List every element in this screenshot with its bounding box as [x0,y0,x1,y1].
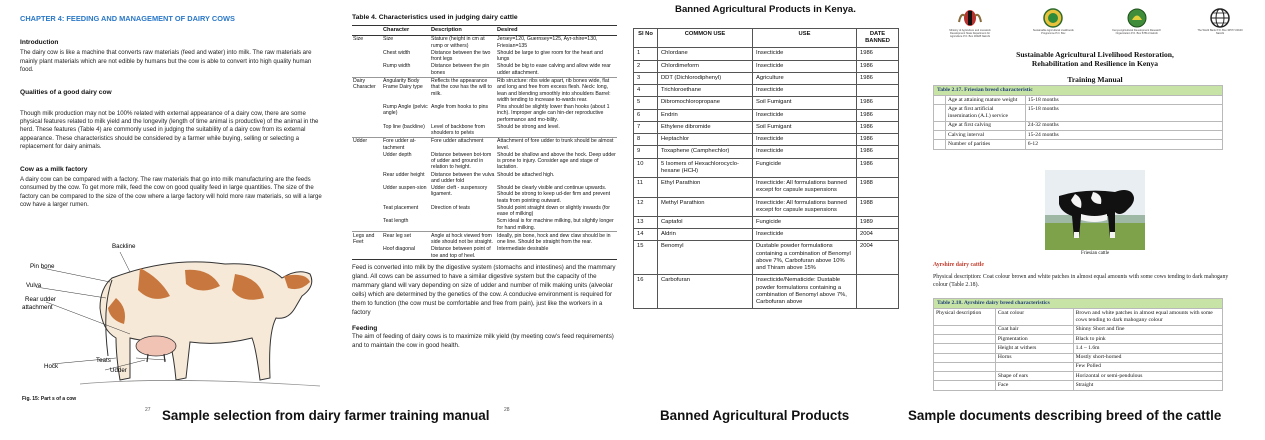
banned-header: COMMON USE [658,28,753,47]
banned-cell: Dustable powder formulations containing a combination of Benomyl above 7%, Carbofuran above 10% and Thiram above 15% [753,241,857,275]
banned-row [634,121,899,133]
logo-kalro [1112,8,1162,35]
table-cell: Stature (height in cm at rump or withers) [430,36,496,50]
table-row [352,104,617,124]
table-cell: Distance between the vulva and udder fold [431,171,495,184]
banned-cell: Trichloroethane [658,85,753,97]
table-cell: Rear leg set [382,232,430,246]
caption-breed: Sample documents describing breed of the cattle [908,408,1222,423]
manual-page-left [0,0,345,413]
ayrshire-cell [934,325,996,334]
friesian-row [934,131,1223,140]
table-cell: Jersey=120, Guernsey=125, Ayr-shire=130, Friesian=135 [496,36,617,50]
banned-cell: Insecticide [753,109,857,121]
ayrshire-cell [934,344,996,353]
kenya-coat-of-arms-icon [957,8,983,28]
friesian-cell: 24-32 months [1025,121,1222,130]
banned-cell: 5 Isomers of Hexachlorocyclo-hexane (HCH) [658,158,753,177]
spacer-cell [934,105,946,122]
table-cell: Fore udder at-tachment [382,137,430,151]
banned-cell: Insecticide [753,134,857,146]
ayrshire-row [934,372,1223,381]
banned-cell: Toxaphene (Camphechlor) [658,146,753,158]
banned-cell: Fungicide [753,158,857,177]
table-cell: Attachment of fore udder to trunk should be almost level. [496,137,617,151]
table-row [352,246,617,259]
table-cell: Angle at hock viewed from side should not be straight. [430,232,496,246]
table-row [352,137,617,151]
banned-cell: Aldrin [658,229,753,241]
table-row [352,205,617,218]
table-cell: Distance between bot-tom of udder and ground in relation to height. [431,151,492,171]
ayrshire-cell [934,362,996,371]
table-cell: Teat length [383,218,409,225]
ayrshire-cell: Horizontal or semi-pendulous [1073,372,1222,381]
table-row [352,123,617,137]
ayrshire-cell: Face [995,381,1073,390]
banned-cell: Insecticide [753,229,857,241]
ayrshire-cell: Shinny Short and fine [1073,325,1222,334]
ayrshire-cell: Pigmentation [995,335,1073,344]
qualities-heading: Qualities of a good dairy cow [20,88,112,96]
table-cell: Ideally, pin bone, hock and dew claw should be in one line. Should be straight from the rear. [496,232,617,246]
logo-row [945,8,1245,48]
label-udder: Udder [110,367,127,374]
factory-text: A dairy cow can be compared with a factory. The raw materials that go into milk manufacturing are the feeds consumed by the cow. To get more milk, feed the cow on good quality feed in large quantities. The size of the factory can be compared to the size of the cow where a large factory will hold more raw materials, so will a large cow have a larger rumen. [20,175,322,208]
banned-cell: Agriculture [753,72,857,84]
cow-parts-figure [20,238,320,398]
friesian-cell: 15-24 months [1025,131,1222,140]
table-title: Table 4. Characteristics used in judging dairy cattle [352,14,518,21]
banned-cell: 13 [634,216,658,228]
programme-seal-icon [1042,8,1064,28]
table-cell: Size [382,36,430,50]
table-cell [352,50,382,63]
intro-heading: Introduction [20,39,59,47]
table-cell: Legs and Feet [352,232,382,246]
table-cell [352,171,382,184]
banned-row [634,275,899,309]
banned-products-doc [630,0,900,405]
banned-cell: 1986 [857,109,899,121]
banned-row [634,72,899,84]
table-cell: Should be strong and level. [497,123,560,130]
table-cell: Angle from hooks to pins [431,104,489,111]
ayrshire-cell: Horns [995,353,1073,362]
banned-row [634,178,899,197]
table-header: Character [382,26,430,36]
table-row [352,77,617,104]
table-row [352,36,617,50]
banned-cell: Captafol [658,216,753,228]
table-cell: Udder cleft - suspensory ligament. [431,185,488,198]
banned-cell: 1 [634,48,658,60]
ayrshire-table-title: Table 2.18. Ayrshire dairy breed characteristics [934,299,1223,309]
label-teats: Teats [96,357,111,364]
ayrshire-cell: 1.4 – 1.6m [1073,344,1222,353]
project-title-line2: Rehabilitation and Resilience in Kenya [1031,59,1159,69]
friesian-cell: 15-18 months [1025,105,1222,122]
banned-cell: 3 [634,72,658,84]
spacer-cell [934,96,946,105]
ayrshire-cell [934,353,996,362]
ayrshire-cell [934,381,996,390]
logo-text: Kenya Agricultural Development Research Organization P.O. Box 57811 Nairobi [1112,29,1162,36]
friesian-cell: Age at attaining mature weight [945,96,1025,105]
table-cell [352,246,382,259]
banned-row [634,229,899,241]
banned-cell: 11 [634,178,658,197]
ayrshire-cell: Coat colour [995,309,1073,326]
table-cell: Size [352,36,382,50]
training-manual-title: Training Manual [1067,74,1123,84]
banned-cell: 2004 [857,241,899,275]
banned-header: USE [753,28,857,47]
table-cell: Should be clearly visible and continue upwards. Should be strong to keep ud-der firm and prevent teats from pointing outward. [497,185,611,204]
banned-cell: 1986 [857,97,899,109]
ayrshire-row [934,309,1223,326]
table-cell: Distance between point of toe and top of heel. [431,246,491,259]
banned-cell: Chlordimeform [658,60,753,72]
friesian-cell: Number of parities [945,140,1025,149]
page-number: 27 [145,407,151,413]
photo-caption: Friesian cattle [1081,251,1110,256]
banned-cell: Heptachlor [658,134,753,146]
banned-cell: Insecticide: All formulations banned except for capsule suspensions [753,197,857,216]
logo-salp [1028,8,1078,35]
banned-cell: 16 [634,275,658,309]
banned-cell: Insecticide [753,85,857,97]
banned-row [634,60,899,72]
friesian-row [934,140,1223,149]
ayrshire-cell: Height at withers [995,344,1073,353]
banned-cell: Fungicide [753,216,857,228]
friesian-row [934,96,1223,105]
table-cell: Udder suspen-sion [383,185,427,192]
table-row [352,218,617,232]
table-cell: Reflects the appearance that the cow has the will to milk. [430,77,496,104]
table-cell: Should be shallow and above the hock. Deep udder is prone to injury. Consider age and stage of lactation. [497,151,616,171]
table-cell: Fore udder attachment [430,137,496,151]
ayrshire-row [934,335,1223,344]
table-cell [352,205,382,218]
table-cell [352,218,382,232]
banned-cell: DDT (Dichlorodiphenyl) [658,72,753,84]
table-cell: Should be large to give room for the heart and lungs [497,49,603,63]
logo-world-bank [1195,8,1245,35]
banned-row [634,146,899,158]
breed-docs [925,0,1253,405]
table-cell: Distance between the pin bones [431,63,490,76]
banned-row [634,241,899,275]
table-cell [352,63,382,77]
ayrshire-row [934,381,1223,390]
table-row [352,185,617,205]
banned-row [634,85,899,97]
banned-cell [857,275,899,309]
ayrshire-cell [934,335,996,344]
banned-cell: Insecticide/Nematicide: Dustable powder formulations containing a combination of Benomyl above 7%, Carbofuran above [753,275,857,309]
project-title-line1: Sustainable Agricultural Livelihood Restoration, [1016,50,1174,59]
table-cell: Angularity Body Frame Dairy type [382,77,430,104]
label-hock: Hock [44,363,59,370]
logo-text: Ministry of Agriculture and Livestock Development State Department for Agriculture P.O. Box 30028 Nairobi [949,29,991,39]
banned-header: DATE BANNED [857,28,899,47]
friesian-table [933,85,1223,150]
banned-row [634,97,899,109]
label-vulva: Vulva [26,282,42,289]
ayrshire-cell [934,372,996,381]
table-cell: Rump Angle (pelvic angle) [383,104,428,117]
table-cell [352,123,382,137]
banned-title: Banned Agricultural Products in Kenya. [675,4,856,15]
banned-cell: 1986 [857,60,899,72]
banned-cell: 1989 [857,216,899,228]
banned-cell: 9 [634,146,658,158]
table-header [352,26,382,36]
manual-page-right [350,0,620,413]
feeding-heading: Feeding [352,325,378,333]
ayrshire-row [934,353,1223,362]
table-row [352,63,617,77]
banned-cell: 14 [634,229,658,241]
table-cell: Rump width [383,63,411,70]
banned-row [634,197,899,216]
friesian-cell: Age at first calving [945,121,1025,130]
friesian-cell: Calving interval [945,131,1025,140]
table-row [352,171,617,184]
banned-cell: 7 [634,121,658,133]
ayrshire-cell [995,362,1073,371]
ayrshire-cell: Black to pink [1073,335,1222,344]
banned-cell: 1988 [857,197,899,216]
globe-icon [1209,8,1231,28]
banned-cell: 5 [634,97,658,109]
banned-row [634,134,899,146]
banned-cell: Insecticide: All formulations banned except for capsule suspensions [753,178,857,197]
table-cell: Teat placement [383,204,419,211]
table-cell [430,218,496,232]
banned-cell: Chlordane [658,48,753,60]
table-cell: Level of backbone from shoulders to pelvis [431,123,485,137]
banned-cell: 1986 [857,146,899,158]
table-row [352,232,617,246]
logo-text: Sustainable Agricultural Livelihoods Programme P.O. Box [1032,29,1074,36]
table-cell: Dairy Character [352,77,382,104]
banned-cell: 10 [634,158,658,177]
banned-cell: 2 [634,60,658,72]
table-cell: Should be attached high. [497,171,555,178]
banned-cell: Insecticide [753,60,857,72]
banned-cell: 1986 [857,72,899,84]
figure-caption: Fig. 15: Part s of a cow [22,396,77,402]
caption-banned: Banned Agricultural Products [660,408,850,423]
spacer-cell [934,140,946,149]
banned-cell: 2004 [857,229,899,241]
ayrshire-cell: Straight [1073,381,1222,390]
friesian-table-title: Table 2.17. Friesian breed characteristic [934,85,1223,95]
table-cell: Direction of teats [431,204,470,211]
factory-heading: Cow as a milk factory [20,165,88,173]
ayrshire-cell: Physical description [934,309,996,326]
ayrshire-table [933,298,1223,391]
judging-table [352,25,617,259]
banned-cell: Dibromochloropropane [658,97,753,109]
banned-cell: Insecticide [753,146,857,158]
ayrshire-cell: Few Polled [1073,362,1222,371]
banned-cell: Ethyl Parathion [658,178,753,197]
banned-cell: 15 [634,241,658,275]
spacer-cell [934,121,946,130]
table-cell: 5cm ideal is for machine milking, but slightly longer for hand milking. [497,218,614,231]
table-row [352,50,617,63]
project-title [945,50,1245,69]
friesian-cow-photo [1045,170,1145,250]
friesian-row [934,105,1223,122]
ayrshire-cell: Mostly short-horned [1073,353,1222,362]
table-cell: Hoof diagonal [383,246,416,253]
banned-cell: 4 [634,85,658,97]
banned-cell: 1988 [857,178,899,197]
table-cell [352,104,382,124]
ayrshire-row [934,325,1223,334]
label-pin-bone: Pin bone [30,263,55,270]
friesian-row [934,121,1223,130]
banned-cell: Soil Fumigant [753,121,857,133]
banned-cell: Ethylene dibromide [658,121,753,133]
logo-text: The World Bank P.O. Box 30577-00100 Nairobi [1197,29,1243,36]
table-cell: Chest width [383,49,411,56]
ayrshire-cell: Brown and white patches in almost equal amounts with some cows tending to dark mahogany colour [1073,309,1222,326]
ayrshire-heading: Ayrshire dairy cattle [933,262,984,268]
table-cell [352,185,382,205]
ayrshire-cell: Shape of ears [995,372,1073,381]
table-cell: Rear udder height [383,171,425,178]
spacer-cell [934,131,946,140]
qualities-text: Though milk production may not be 100% related with external appearance of a dairy cow, there are some physical features related to milk yield and the longevity (length of time animal is productive) of the animal in the herd. These features (Table 4) are commonly used in judging the suitability of a dairy cow from its external appearance. These characteristics should be considered by a farmer while buying, selling or selecting a replacement for dairy animals. [20,109,319,151]
banned-cell: 12 [634,197,658,216]
ayrshire-cell: Coat hair [995,325,1073,334]
banned-cell: 1986 [857,158,899,177]
banned-cell: Insecticide [753,48,857,60]
banned-cell [857,85,899,97]
table-divider [352,259,617,260]
table-cell: Top line (backline) [383,123,425,130]
kalro-seal-icon [1126,8,1148,28]
banned-cell: Endrin [658,109,753,121]
ayrshire-row [934,362,1223,371]
banned-cell: 1986 [857,134,899,146]
table-cell: Rib structure: ribs wide apart, rib bones wide, flat and long and free from excess flesh. Neck: long, lean and blending smoothly into shoulders Barrel: width tending to increase to-wards rear. [496,77,617,104]
feeding-text: The aim of feeding of dairy cows is to maximize milk yield (by meeting cow's feed requirements) and to maintain the cow in good health. [352,333,614,350]
table-cell: Distance between the two front legs [431,49,491,63]
label-backline: Backline [112,243,136,250]
ayrshire-row [934,344,1223,353]
banned-row [634,216,899,228]
friesian-cell: 15-18 months [1025,96,1222,105]
friesian-cell: Age at first artificial insemination (A.I.) service [945,105,1025,122]
table-row [352,151,617,171]
banned-cell: 1986 [857,48,899,60]
table-cell: Should be big to ease calving and allow wide rear udder attachment. [497,63,611,76]
table-header: Desired [496,26,617,36]
table-cell: Intermediate desirable [497,246,549,253]
feed-text: Feed is converted into milk by the digestive system (stomachs and intestines) and the mammary gland. All cows can be assumed to have a similar digestive system but the capacity of the mammary gland will vary depending on size of udder and number of milk making units (alveolar cells) which are determined by the genetics of the cow. A conducive environment is required for them to function (the cow must be comfortable and free from pain), just like the workers in a factory [352,264,616,317]
table-cell: Udder depth [383,151,412,158]
friesian-cell: 6-12 [1025,140,1222,149]
banned-row [634,48,899,60]
label-attachment: attachment [22,304,53,311]
chapter-title: CHAPTER 4: FEEDING AND MANAGEMENT OF DAIRY COWS [20,14,235,23]
table-cell [352,151,382,171]
banned-cell: Soil Fumigant [753,97,857,109]
table-cell: Should point straight down or slightly inwards (for ease of milking) [497,204,611,218]
table-cell: Udder [352,137,382,151]
table-header: Description [430,26,496,36]
banned-row [634,109,899,121]
label-rear-udder: Rear udder [25,296,56,303]
page-number: 28 [504,407,510,413]
banned-cell: Benomyl [658,241,753,275]
banned-cell: Methyl Parathion [658,197,753,216]
banned-header: Sl No [634,28,658,47]
banned-cell: 8 [634,134,658,146]
banned-cell: 1986 [857,121,899,133]
ayrshire-description: Physical description: Coat colour brown and white patches in almost equal amounts with some cows tending to dark mahogany colour (Table 2.18). [933,274,1229,289]
logo-ministry [945,8,995,38]
banned-cell: 6 [634,109,658,121]
intro-text: The dairy cow is like a machine that converts raw materials (feed and water) into milk. The raw materials are mainly plant materials which are not edible by humans but the cow is able to convert into high quality human food. [20,49,312,74]
table-cell: Pins should be slightly lower than hooks (about 1 inch). Improper angle can hin-der reproductive performance and mo-bility. [497,104,610,123]
banned-table [633,28,899,309]
banned-row [634,158,899,177]
banned-cell: Carbofuran [658,275,753,309]
caption-manual: Sample selection from dairy farmer training manual [162,408,490,423]
